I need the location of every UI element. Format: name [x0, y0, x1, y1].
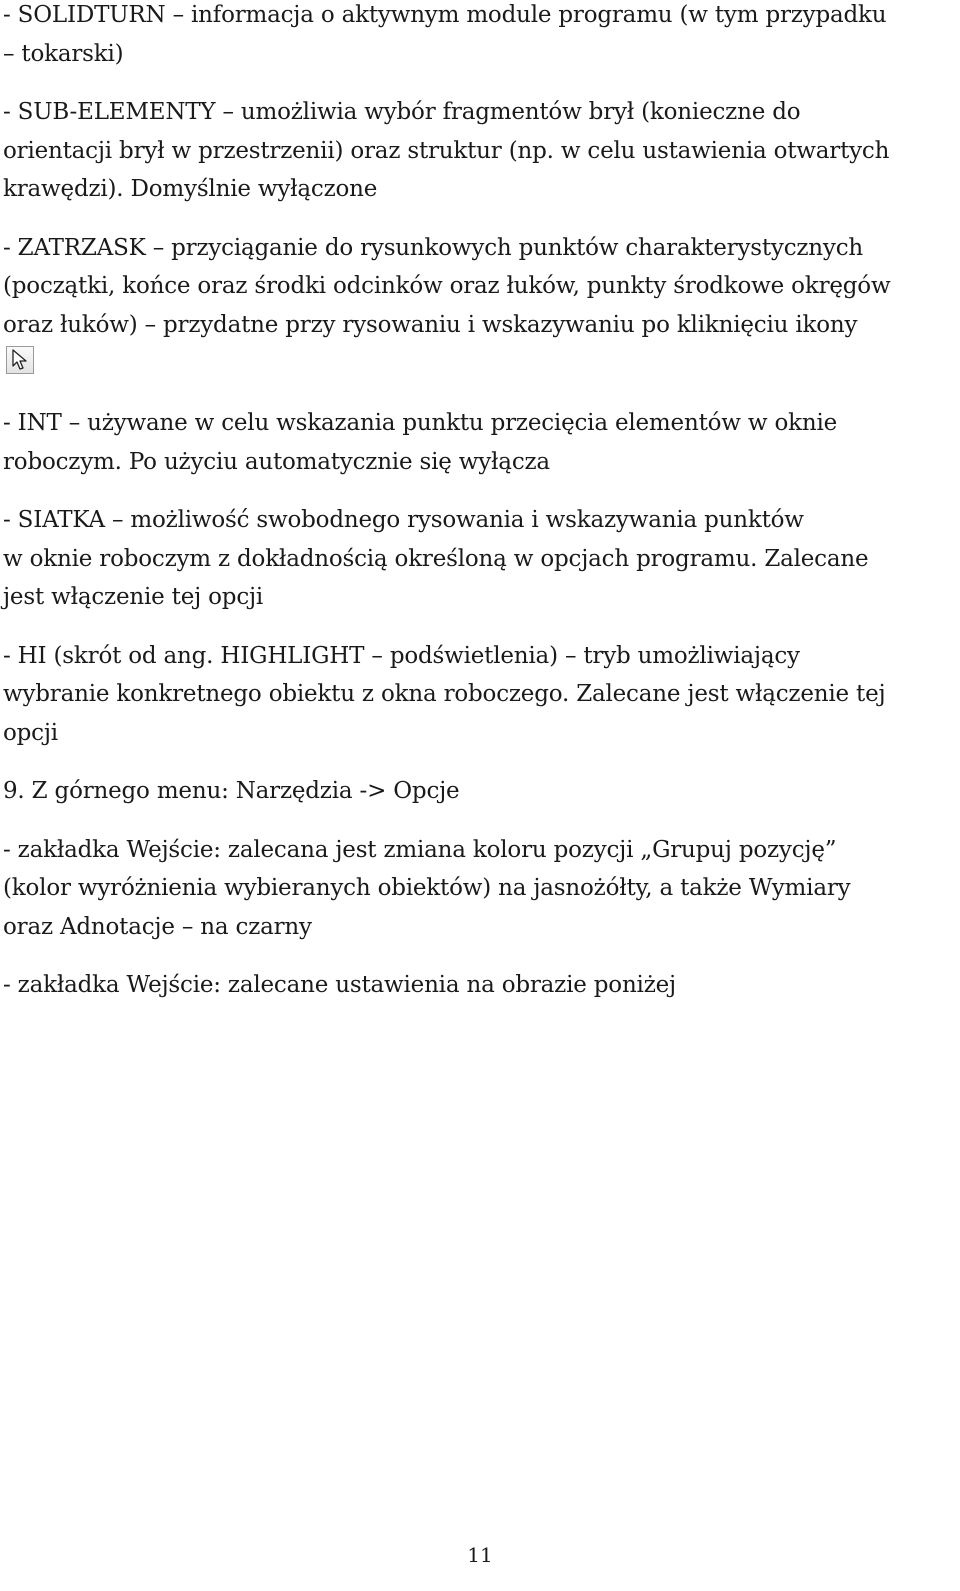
text-line: opcji [3, 719, 58, 746]
paragraph-hi [3, 637, 953, 753]
paragraph-wejscie-colors [3, 831, 953, 947]
paragraph-solidturn [3, 0, 953, 73]
icon-line [3, 344, 953, 384]
text-line: orientacji brył w przestrzenii) oraz struktur (np. w celu ustawienia otwartych [3, 137, 890, 164]
text-line: wybranie konkretnego obiektu z okna roboczego. Zalecane jest włączenie tej [3, 681, 886, 707]
text-line: oraz Adnotacje – na czarny [3, 913, 312, 940]
text-line: roboczym. Po użyciu automatycznie się wyłącza [3, 448, 550, 475]
paragraph-sub-elementy [3, 93, 953, 209]
paragraph-siatka [3, 501, 953, 617]
text-line: - zakładka Wejście: zalecana jest zmiana koloru pozycji „Grupuj pozycję” [3, 836, 837, 863]
page-number: 11 [467, 1543, 493, 1567]
text-line: - zakładka Wejście: zalecane ustawienia na obrazie poniżej [3, 972, 676, 998]
text-line: w oknie roboczym z dokładnością określoną w opcjach programu. Zalecane [3, 545, 869, 572]
text-line: - ZATRZASK – przyciąganie do rysunkowych punktów charakterystycznych [3, 234, 864, 261]
paragraph-int [3, 404, 953, 481]
text-line: - INT – używane w celu wskazania punktu przecięcia elementów w oknie [3, 410, 838, 436]
text-line: oraz łuków) – przydatne przy rysowaniu i wskazywaniu po kliknięciu ikony [3, 311, 858, 338]
text-line: jest włączenie tej opcji [3, 584, 264, 610]
text-line: - SUB-ELEMENTY – umożliwia wybór fragmentów brył (konieczne do [3, 99, 801, 125]
document-body [3, 0, 953, 1025]
select-cursor-icon [6, 346, 34, 374]
text-line: krawędzi). Domyślnie wyłączone [3, 176, 378, 202]
text-line: 9. Z górnego menu: Narzędzia -> Opcje [3, 778, 460, 804]
text-line: - HI (skrót od ang. HIGHLIGHT – podświetlenia) – tryb umożliwiający [3, 642, 800, 669]
paragraph-wejscie-settings [3, 966, 953, 1005]
text-line: - SIATKA – możliwość swobodnego rysowania i wskazywania punktów [3, 507, 804, 533]
text-line: – tokarski) [3, 40, 124, 67]
text-line: (kolor wyróżnienia wybieranych obiektów) na jasnożółty, a także Wymiary [3, 875, 851, 901]
text-line: - SOLIDTURN – informacja o aktywnym module programu (w tym przypadku [3, 2, 887, 28]
text-line: (początki, końce oraz środki odcinków oraz łuków, punkty środkowe okręgów [3, 273, 891, 299]
step-heading [3, 772, 953, 811]
paragraph-zatrzask [3, 229, 953, 385]
